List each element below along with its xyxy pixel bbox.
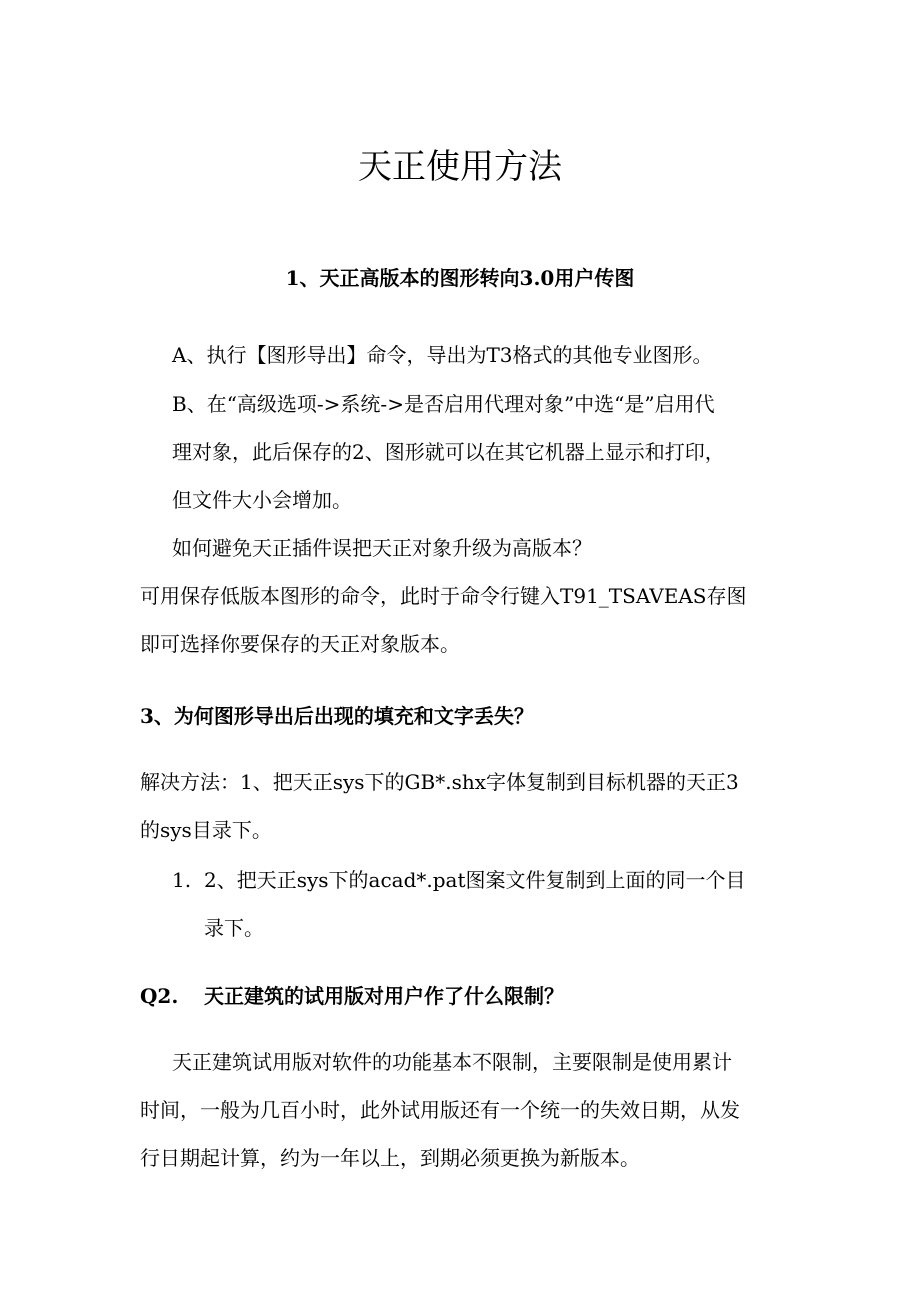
solution-line-2: 的sys目录下。	[140, 818, 272, 842]
q2-heading-text: 天正建筑的试用版对用户作了什么限制？	[204, 984, 564, 1008]
paragraph-b	[172, 380, 790, 524]
q2-answer-line-1: 天正建筑试用版对软件的功能基本不限制，主要限制是使用累计	[172, 1050, 732, 1074]
answer-paragraph	[140, 572, 790, 668]
question-text: 如何避免天正插件误把天正对象升级为高版本？	[172, 536, 592, 560]
list-item-number: 1.	[172, 868, 192, 892]
page-title: 天正使用方法	[358, 147, 562, 187]
solution-paragraph	[140, 758, 790, 854]
q2-heading	[140, 976, 790, 1016]
answer-line-1: 可用保存低版本图形的命令，此时于命令行键入T91_TSAVEAS存图	[140, 584, 747, 608]
paragraph-b-line-2: 理对象，此后保存的2、图形就可以在其它机器上显示和打印，	[172, 440, 725, 464]
section-3-heading: 3、为何图形导出后出现的填充和文字丢失？	[140, 704, 534, 728]
question-paragraph	[172, 524, 790, 572]
q2-answer-line-3: 行日期起计算，约为一年以上，到期必须更换为新版本。	[140, 1146, 640, 1170]
paragraph-a-text: A、执行【图形导出】命令，导出为T3格式的其他专业图形。	[172, 343, 713, 367]
paragraph-b-line-3: 但文件大小会增加。	[172, 488, 352, 512]
list-item-line-1: 2、把天正sys下的acad*.pat图案文件复制到上面的同一个目	[204, 868, 746, 892]
paragraph-b-line-1: B、在“高级选项->系统->是否启用代理对象”中选“是”启用代	[172, 392, 715, 416]
q2-answer-paragraph	[140, 1038, 790, 1182]
list-item-line-2: 录下。	[204, 916, 264, 940]
section-1-heading: 1、天正高版本的图形转向3.0用户传图	[285, 266, 635, 290]
answer-line-2: 即可选择你要保存的天正对象版本。	[140, 632, 460, 656]
list-item	[172, 856, 790, 952]
q2-number: Q2.	[140, 984, 179, 1008]
q2-answer-line-2: 时间，一般为几百小时，此外试用版还有一个统一的失效日期，从发	[140, 1098, 740, 1122]
solution-line-1: 解决方法：1、把天正sys下的GB*.shx字体复制到目标机器的天正3	[140, 770, 739, 794]
paragraph-a	[172, 331, 790, 379]
